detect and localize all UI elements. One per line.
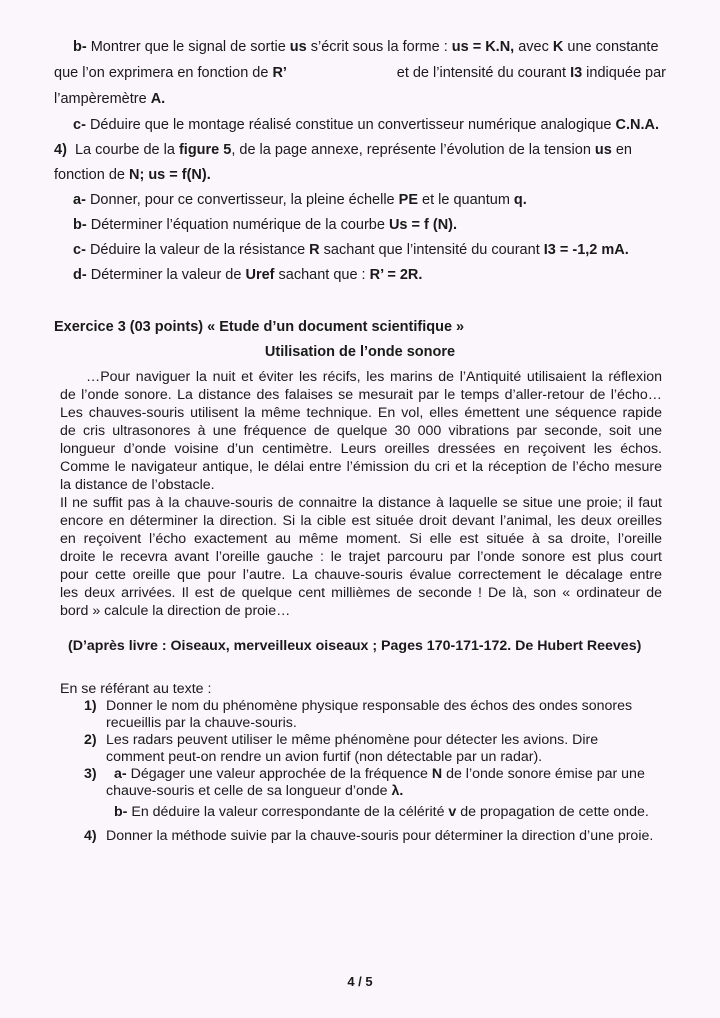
q4-label: 4) — [54, 142, 67, 158]
text: Déduire la valeur de la résistance — [89, 242, 310, 258]
equation: R’ = 2R. — [369, 267, 423, 283]
i3-symbol: I3 — [570, 65, 583, 81]
text: de propagation de cette onde. — [456, 804, 649, 820]
q4b-line — [73, 216, 457, 234]
us-symbol: us — [289, 39, 307, 55]
q3-number: 3) — [84, 766, 97, 782]
text: indiquée par — [582, 65, 666, 81]
text: Dégager une valeur approchée de la fréquence — [130, 766, 432, 782]
text: et le quantum — [418, 192, 514, 208]
q4c-line — [73, 241, 629, 259]
text: et de l’intensité du courant — [396, 65, 571, 81]
questions-intro: En se référant au texte : — [60, 681, 212, 697]
q3a-label: a- — [114, 766, 127, 782]
text: Déduire que le montage réalisé constitue un convertisseur numérique analogique — [89, 117, 616, 133]
text-line: en reçoivent l’écho exactement au même moment. Si elle est située à sa droite, l’oreille — [60, 531, 662, 547]
text-line: Il ne suffit pas à la chauve-souris de connaitre la distance à laquelle se situe une proie; il faut — [60, 495, 662, 511]
text: Déterminer l’équation numérique de la courbe — [90, 217, 389, 233]
text-line: droite le recevra avant l’oreille gauche : le trajet parcouru par l’onde sonore est plus court — [60, 549, 662, 565]
cna-label: C.N.A. — [615, 117, 659, 133]
q3b-label: b- — [73, 39, 87, 55]
q4-line1 — [54, 141, 632, 159]
exercise-subtitle: Utilisation de l’onde sonore — [264, 344, 456, 360]
us-symbol: us — [594, 142, 612, 158]
q4d-line — [73, 266, 422, 284]
text-line: pour cette oreille que pour l’autre. La chauve-souris évalue correctement le décalage entre — [60, 567, 662, 583]
q2-line1: Les radars peuvent utiliser le même phénomène pour détecter les avions. Dire — [106, 732, 599, 748]
text: avec — [514, 39, 553, 55]
text-line: la distance de l’obstacle. — [60, 477, 215, 493]
text-line: de l’onde sonore. La distance des falaises se mesurait par le temps d’aller-retour de l’écho… — [60, 387, 662, 403]
text-line: Les chauves-souris utilisent la même technique. En vol, elles émettent une séquence rapide — [60, 405, 662, 421]
q3a-line1 — [114, 765, 645, 783]
q-symbol: q. — [513, 192, 527, 208]
q3b-line2-part1 — [54, 64, 287, 82]
lambda-symbol: λ. — [391, 783, 404, 799]
q1-line1: Donner le nom du phénomène physique responsable des échos des ondes sonores — [106, 698, 633, 714]
q4d-label: d- — [73, 267, 87, 283]
text: une constante — [563, 39, 659, 55]
text: , de la page annexe, représente l’évolution de la tension — [231, 142, 595, 158]
q4a-label: a- — [73, 192, 86, 208]
q3b-line3 — [54, 90, 165, 108]
n-symbol: N — [431, 766, 443, 782]
equation: Us = f (N). — [388, 217, 458, 233]
q4b-label: b- — [73, 217, 87, 233]
q2-number: 2) — [84, 732, 97, 748]
q4a-line — [73, 191, 527, 209]
text: l’ampèremètre — [54, 91, 151, 107]
q3b-line — [114, 803, 649, 821]
text: Donner, pour ce convertisseur, la pleine échelle — [89, 192, 399, 208]
q3b-line2-part2 — [397, 64, 666, 82]
q3a-line2 — [106, 782, 403, 800]
n-formula: N; us = f(N). — [128, 167, 211, 183]
text: chauve-souris et celle de sa longueur d’onde — [106, 783, 392, 799]
v-symbol: v — [448, 804, 457, 820]
formula: us = K.N, — [451, 39, 515, 55]
text: Déterminer la valeur de — [90, 267, 246, 283]
text-line: encore en déterminer la direction. Si la cible est située droit devant l’animal, les deux oreilles — [60, 513, 662, 529]
q1-line2: recueillis par la chauve-souris. — [106, 715, 297, 731]
q4c-label: c- — [73, 242, 86, 258]
text-line: bord » calcule la direction de proie… — [60, 603, 291, 619]
text: s’écrit sous la forme : — [306, 39, 452, 55]
q4-text: Donner la méthode suivie par la chauve-souris pour déterminer la direction d’une proie. — [106, 828, 654, 844]
current-value: I3 = -1,2 mA. — [543, 242, 629, 258]
text: Montrer que le signal de sortie — [90, 39, 290, 55]
k-symbol: K — [552, 39, 564, 55]
text: fonction de — [54, 167, 129, 183]
q4-number: 4) — [84, 828, 97, 844]
q3c-line — [73, 116, 659, 134]
text-line: Comme le navigateur antique, le délai entre l’émission du cri et la réception de l’écho mesure — [60, 459, 662, 475]
q1-number: 1) — [84, 698, 97, 714]
page-number: 4 / 5 — [347, 974, 373, 989]
q3b-line2 — [54, 64, 666, 82]
text: en — [611, 142, 632, 158]
exercise-title: Exercice 3 (03 points) « Etude d’un document scientifique » — [54, 319, 465, 335]
a-symbol: A. — [150, 91, 166, 107]
text: que l’on exprimera en fonction de — [54, 65, 273, 81]
q2-line2: comment peut-on rendre un avion furtif (non détectable par un radar). — [106, 749, 543, 765]
text-line: …Pour naviguer la nuit et éviter les récifs, les marins de l’Antiquité utilisaient la réflexion — [86, 369, 662, 385]
text-line: longueur d’onde voisine d’un centimètre. Leurs oreilles dressées en reçoivent les échos. — [60, 441, 662, 457]
uref-symbol: Uref — [245, 267, 275, 283]
text: sachant que : — [274, 267, 370, 283]
q4-line2 — [54, 166, 211, 184]
text: La courbe de la — [74, 142, 179, 158]
pe-symbol: PE — [398, 192, 418, 208]
source-citation: (D’après livre : Oiseaux, merveilleux oiseaux ; Pages 170-171-172. De Hubert Reeves) — [68, 638, 642, 654]
rprime-symbol: R’ — [272, 65, 287, 81]
text-line: de cris ultrasonores à une fréquence de quelque 30 000 vibrations par seconde, soit une — [60, 423, 662, 439]
q3b-line1 — [73, 38, 659, 56]
r-symbol: R — [309, 242, 320, 258]
figure-ref: figure 5 — [178, 142, 232, 158]
q3b-label: b- — [114, 804, 128, 820]
text: En déduire la valeur correspondante de la célérité — [131, 804, 449, 820]
text-line: les deux arrivées. Il est de quelque cent millièmes de seconde ! De là, son « ordinateur de — [60, 585, 662, 601]
text: de l’onde sonore émise par une — [442, 766, 645, 782]
text: sachant que l’intensité du courant — [319, 242, 544, 258]
q3c-label: c- — [73, 117, 86, 133]
